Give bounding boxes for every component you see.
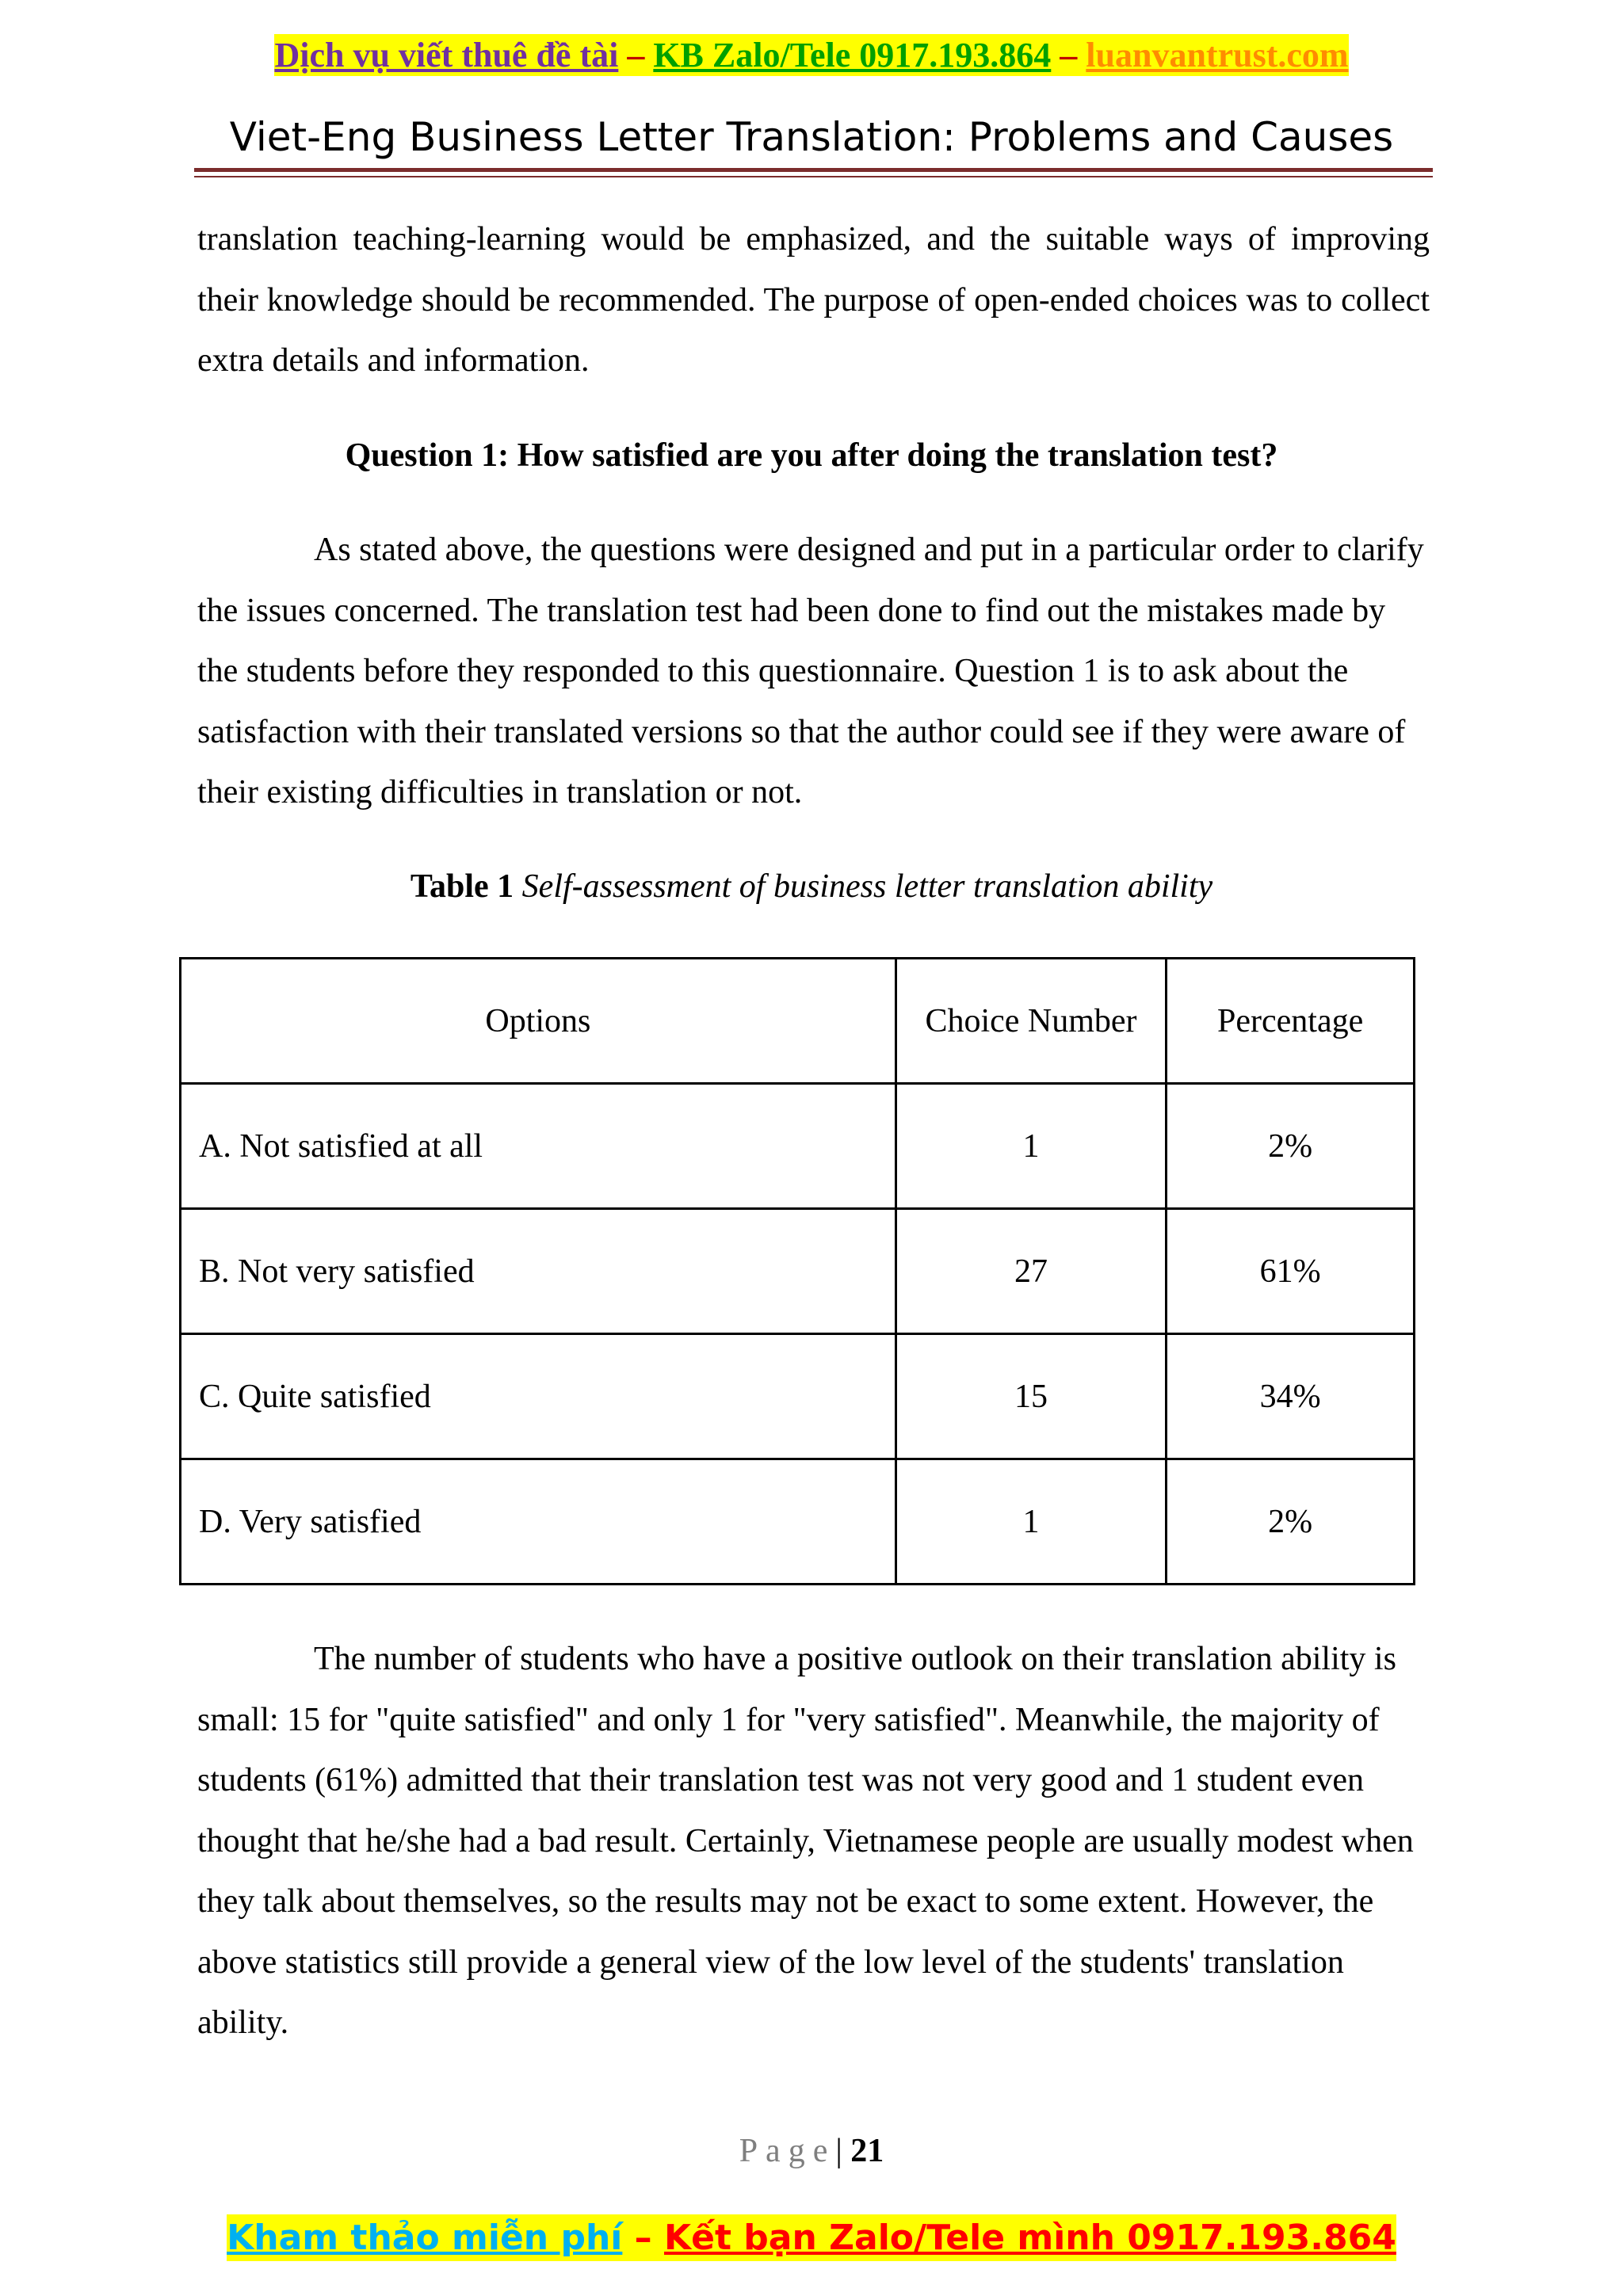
header-rule-thick: [194, 168, 1433, 172]
satisfaction-table: [179, 957, 1415, 1585]
table-row: [181, 1459, 1415, 1585]
table-row: [181, 1334, 1415, 1459]
option-cell: D. Very satisfied: [181, 1459, 896, 1585]
bottom-banner-highlight: [227, 2214, 1396, 2261]
banner-separator: –: [618, 36, 654, 74]
banner-separator: –: [1051, 36, 1086, 74]
option-cell: C. Quite satisfied: [181, 1334, 896, 1459]
option-cell: A. Not satisfied at all: [181, 1084, 896, 1209]
bottom-banner: [0, 2210, 1623, 2266]
choice-number-cell: 1: [896, 1459, 1167, 1585]
website-link[interactable]: luanvantrust.com: [1086, 36, 1349, 74]
header-percentage: Percentage: [1167, 959, 1415, 1084]
page-number: [0, 2127, 1623, 2175]
table-caption-label: Table 1: [410, 868, 514, 905]
header-options: Options: [181, 959, 896, 1084]
running-title: Viet-Eng Business Letter Translation: Problems and Causes: [229, 114, 1394, 160]
table-row: [181, 1209, 1415, 1334]
percentage-cell: 61%: [1167, 1209, 1415, 1334]
percentage-cell: 2%: [1167, 1459, 1415, 1585]
choice-number-cell: 1: [896, 1084, 1167, 1209]
add-friend-link[interactable]: Kết bạn Zalo/Tele mình 0917.193.864: [664, 2218, 1396, 2258]
top-banner-highlight: [274, 34, 1348, 76]
table-caption: [0, 859, 1623, 914]
banner-separator: –: [622, 2218, 664, 2258]
header-rule-thin: [194, 176, 1433, 177]
contact-link[interactable]: KB Zalo/Tele 0917.193.864: [653, 36, 1052, 74]
choice-number-cell: 15: [896, 1334, 1167, 1459]
service-link[interactable]: Dịch vụ viết thuê đề tài: [274, 36, 619, 74]
intro-paragraph: translation teaching-learning would be emphasized, and the suitable ways of improving their knowledge should be recommended. The purpose of open-ended choices was to collect extra details and information.: [197, 221, 1430, 379]
body-paragraph-3: The number of students who have a positive outlook on their translation ability is small: 15 for "quite satisfied" and only 1 for "very satisfied". Meanwhile, the majority of students (61%) admitted that their translation test was not very good and 1 student even thought that he/she had a bad result. Certainly, Vietnamese people are usually modest when they talk about themselves, so the results may not be exact to some extent. However, the above statistics still provide a general view of the low level of the students' translation ability.: [197, 1641, 1414, 2041]
percentage-cell: 2%: [1167, 1084, 1415, 1209]
header-choice-number: Choice Number: [896, 959, 1167, 1084]
percentage-cell: 34%: [1167, 1334, 1415, 1459]
free-reference-link[interactable]: Kham thảo miễn phí: [227, 2218, 623, 2258]
choice-number-cell: 27: [896, 1209, 1167, 1334]
table-caption-title: Self-assessment of business letter translation ability: [521, 868, 1213, 905]
body-paragraph-2: As stated above, the questions were designed and put in a particular order to clarify the issues concerned. The translation test had been done to find out the mistakes made by the students before they responded to this questionnaire. Question 1 is to ask about the satisfaction with their translated versions so that the author could see if they were aware of their existing difficulties in translation or not.: [197, 532, 1424, 810]
page-separator: |: [835, 2133, 842, 2169]
question-heading: Question 1: How satisfied are you after doing the translation test?: [345, 437, 1278, 474]
table-header-row: [181, 959, 1415, 1084]
top-banner: [0, 32, 1623, 79]
page-number-value: 21: [850, 2133, 884, 2169]
page-label: Page: [739, 2133, 836, 2169]
option-cell: B. Not very satisfied: [181, 1209, 896, 1334]
table-row: [181, 1084, 1415, 1209]
